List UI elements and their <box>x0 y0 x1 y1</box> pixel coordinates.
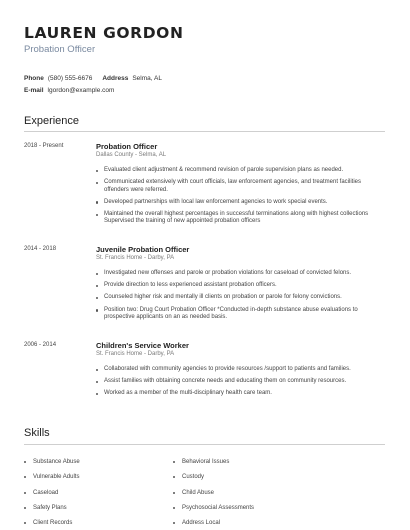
skill-item: Substance Abuse <box>24 459 80 465</box>
skill-item: Child Abuse <box>173 490 214 496</box>
list-item: Provide direction to less experienced assistant probation officers. <box>96 282 386 289</box>
skill-item: Custody <box>173 474 204 480</box>
list-item: Maintained the overall highest percentages in successful terminations along with highest collections Supervised the training of new appointed probation officers <box>96 211 386 226</box>
skill-item: Vulnerable Adults <box>24 474 79 480</box>
skills-heading: Skills <box>24 427 50 439</box>
skill-item: Address Local <box>173 520 220 526</box>
list-item: Position two: Drug Court Probation Officer *Conducted in-depth substance abuse evaluations to prospective applicants on an as needed basis. <box>96 307 386 322</box>
job-title: Juvenile Probation Officer <box>96 245 190 254</box>
skills-divider <box>24 444 385 445</box>
skill-item: Client Records <box>24 520 72 526</box>
list-item: Assist families with obtaining concrete needs and educating them on community resources. <box>96 378 386 385</box>
job-dates: 2014 - 2018 <box>24 246 57 252</box>
job-title: Children's Service Worker <box>96 341 189 350</box>
phone-label: Phone <box>24 75 44 82</box>
contact-row-1 <box>24 75 162 82</box>
skill-item: Caseload <box>24 490 58 496</box>
candidate-name: LAUREN GORDON <box>24 24 184 42</box>
experience-heading: Experience <box>24 115 80 127</box>
list-item: Investigated new offenses and parole or probation violations for caseload of convicted felons. <box>96 270 386 277</box>
list-item: Counseled higher risk and mentally ill clients on probation or parole for felony convictions. <box>96 294 386 301</box>
address-label: Address <box>102 75 129 82</box>
job-bullet-list <box>96 366 386 403</box>
email-label: E-mail <box>24 87 44 94</box>
job-company: Dallas County - Selma, AL <box>96 152 167 158</box>
list-item: Worked as a member of the multi-disciplinary health care team. <box>96 390 386 397</box>
list-item: Evaluated client adjustment & recommend revision of parole supervision plans as needed. <box>96 167 386 174</box>
candidate-title: Probation Officer <box>24 44 96 55</box>
job-company: St. Francis Home - Darby, PA <box>96 255 175 261</box>
phone-value: (580) 555-6676 <box>47 75 93 82</box>
skill-item: Behavioral Issues <box>173 459 229 465</box>
job-title: Probation Officer <box>96 142 158 151</box>
list-item: Collaborated with community agencies to provide resources /support to patients and families. <box>96 366 386 373</box>
job-company: St. Francis Home - Darby, PA <box>96 351 175 357</box>
job-bullet-list <box>96 270 386 326</box>
job-dates: 2018 - Present <box>24 143 64 149</box>
list-item: Communicated extensively with court officials, law enforcement agencies, and treatment facilities offenders were referred. <box>96 179 386 194</box>
email-value: lgordon@example.com <box>47 87 115 94</box>
contact-row-2 <box>24 87 114 94</box>
skill-item: Safety Plans <box>24 505 67 511</box>
skill-item: Psychosocial Assessments <box>173 505 254 511</box>
address-value: Selma, AL <box>132 75 162 82</box>
list-item: Developed partnerships with local law enforcement agencies to work special events. <box>96 199 386 206</box>
experience-divider <box>24 131 385 132</box>
job-dates: 2006 - 2014 <box>24 342 57 348</box>
job-bullet-list <box>96 167 386 231</box>
